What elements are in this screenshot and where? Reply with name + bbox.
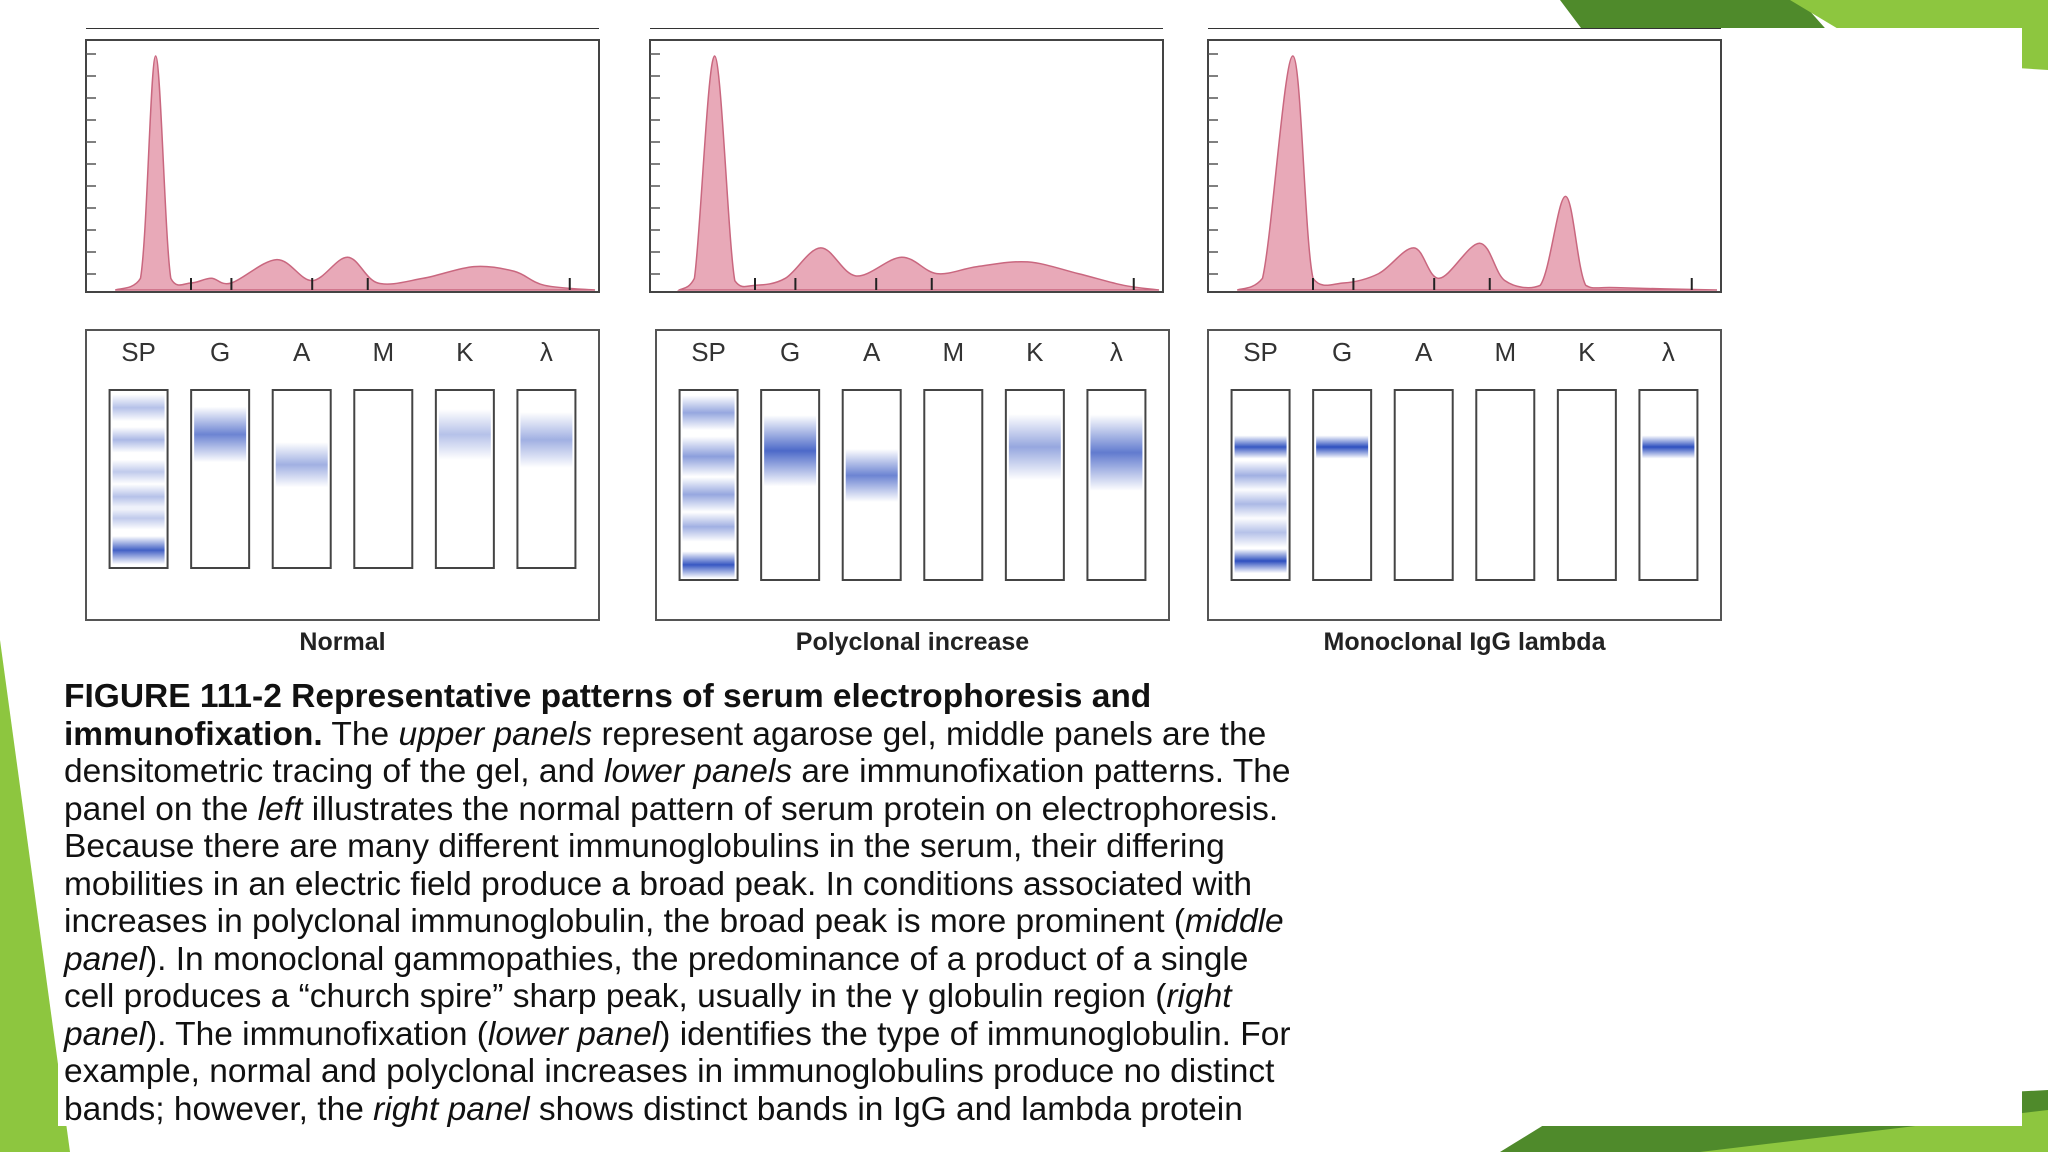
lane-label: M <box>372 337 395 367</box>
gel-band <box>1642 435 1694 458</box>
lane-label: G <box>1332 337 1353 367</box>
lane-label: λ <box>1109 337 1123 367</box>
gel-band <box>439 409 491 459</box>
gel-band <box>1009 414 1061 480</box>
gel-band <box>1090 415 1142 491</box>
lane-label: SP <box>121 337 156 367</box>
gel-lane <box>1395 390 1453 580</box>
panel-title: Monoclonal IgG lambda <box>1323 628 1606 656</box>
panel-title: Normal <box>299 628 386 656</box>
gel-band <box>1235 461 1287 491</box>
gel-band <box>194 407 246 463</box>
lane-label: K <box>456 337 474 367</box>
figure-caption: FIGURE 111-2 Representative patterns of serum electrophoresis and immunofixation. The upper panels represent agarose gel, middle panels are the densitometric tracing of the gel, and lower panels are immunofixation patterns. The panel on the left illustrates the normal pattern of serum protein on electrophoresis. Because there are many different immunoglobulins in the serum, their differing mobilities in an electric field produce a broad peak. In conditions associated with increases in polyclonal immunoglobulin, the broad peak is more prominent (middle panel). In monoclonal gammopathies, the predominance of a product of a single cell produces a “church spire” sharp peak, usually in the γ globulin region (right panel). The immunofixation (lower panel) identifies the type of immunoglobulin. For example, normal and polyclonal increases in immunoglobulins produce no distinct bands; however, the right panel shows distinct bands in IgG and lambda protein <box>64 678 1291 1128</box>
lane-label: λ <box>539 337 553 367</box>
gel-band <box>683 395 735 430</box>
gel-band <box>1235 435 1287 458</box>
gel-band <box>276 442 328 487</box>
lane-label: A <box>863 337 881 367</box>
caption-title: FIGURE 111-2 Representative patterns of serum electrophoresis and <box>64 678 1152 715</box>
lane-label: K <box>1578 337 1596 367</box>
gel-band <box>1235 489 1287 519</box>
gel-lane <box>1313 390 1371 580</box>
gel-band <box>683 551 735 578</box>
lane-label: G <box>210 337 231 367</box>
lane-label: A <box>1415 337 1433 367</box>
gel-band <box>683 437 735 477</box>
lane-label: M <box>942 337 965 367</box>
lane-label: G <box>780 337 801 367</box>
lane-label: A <box>293 337 311 367</box>
gel-band <box>113 460 165 484</box>
gel-band <box>113 484 165 510</box>
gel-band <box>1316 435 1368 458</box>
gel-band <box>1235 549 1287 573</box>
gel-band <box>846 449 898 502</box>
gel-lane <box>924 390 982 580</box>
slide-content <box>58 28 2022 1126</box>
gel-band <box>113 536 165 564</box>
lane-label: K <box>1026 337 1044 367</box>
gel-band <box>683 477 735 512</box>
gel-lane <box>1558 390 1616 580</box>
lane-label: λ <box>1661 337 1675 367</box>
gel-band <box>113 427 165 453</box>
gel-band <box>113 394 165 421</box>
lane-label: SP <box>1243 337 1278 367</box>
gel-lane <box>354 390 412 568</box>
gel-band <box>764 415 816 486</box>
panel-title: Polyclonal increase <box>795 628 1030 656</box>
lane-label: M <box>1494 337 1517 367</box>
gel-band <box>113 507 165 530</box>
gel-band <box>520 412 572 468</box>
gel-lane <box>1476 390 1534 580</box>
gel-band <box>1235 518 1287 548</box>
lane-label: SP <box>691 337 726 367</box>
gel-lane <box>1639 390 1697 580</box>
gel-band <box>683 512 735 542</box>
